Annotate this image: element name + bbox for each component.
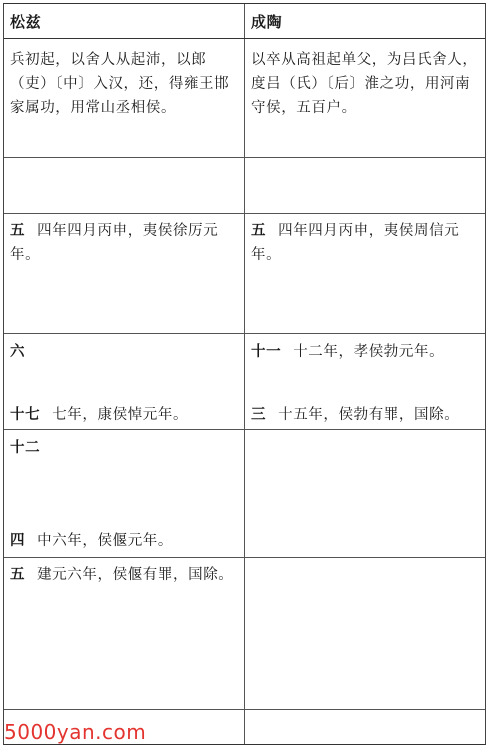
- entry-left-row5a: [4, 436, 244, 460]
- entry-number: 五: [251, 222, 267, 239]
- header-right: 成陶: [251, 13, 283, 31]
- entry-text: 七年，康侯悼元年。: [52, 407, 189, 423]
- entry-left-row3: [4, 219, 244, 267]
- intro-right: 以卒从高祖起单父，为吕氏舍人，度吕（氏）〔后〕淮之功，用河南守侯，五百户。: [251, 52, 478, 116]
- watermark: 5000yan.com: [4, 720, 147, 744]
- entry-number: 五: [10, 566, 26, 583]
- header-rule: [4, 38, 485, 39]
- records-table: [3, 3, 486, 745]
- entry-text: 四年四月丙申，夷侯周信元年。: [251, 223, 460, 263]
- entry-left-row5b: [4, 529, 244, 553]
- entry-number: 三: [251, 406, 267, 423]
- entry-left-row6: [4, 563, 244, 587]
- header-left: 松兹: [10, 13, 42, 31]
- entry-number: 四: [10, 532, 26, 549]
- entry-right-row3: [245, 219, 485, 267]
- row-divider: [4, 709, 485, 710]
- entry-left-row4b: [4, 403, 244, 427]
- entry-text: 十二年，孝侯勃元年。: [293, 344, 445, 360]
- entry-number: 十二: [10, 439, 41, 456]
- entry-number: 五: [10, 222, 26, 239]
- row-divider: [4, 213, 485, 214]
- entry-number: 六: [10, 343, 26, 360]
- intro-left: 兵初起，以舍人从起沛，以郎（吏）〔中〕入汉，还，得雍王邯家属功，用常山丞相侯。: [10, 52, 230, 116]
- entry-text: 四年四月丙申，夷侯徐厉元年。: [10, 223, 219, 263]
- entry-right-row4b: [245, 403, 485, 427]
- row-divider: [4, 333, 485, 334]
- entry-left-row4a: [4, 340, 244, 364]
- entry-right-row4a: [245, 340, 485, 364]
- row-divider: [4, 429, 485, 430]
- row-divider: [4, 157, 485, 158]
- row-divider: [4, 557, 485, 558]
- entry-text: 十五年，侯勃有罪，国除。: [278, 407, 460, 423]
- entry-text: 建元六年，侯偃有罪，国除。: [37, 567, 234, 583]
- entry-number: 十七: [10, 406, 41, 423]
- entry-number: 十一: [251, 343, 282, 360]
- entry-text: 中六年，侯偃元年。: [37, 533, 174, 549]
